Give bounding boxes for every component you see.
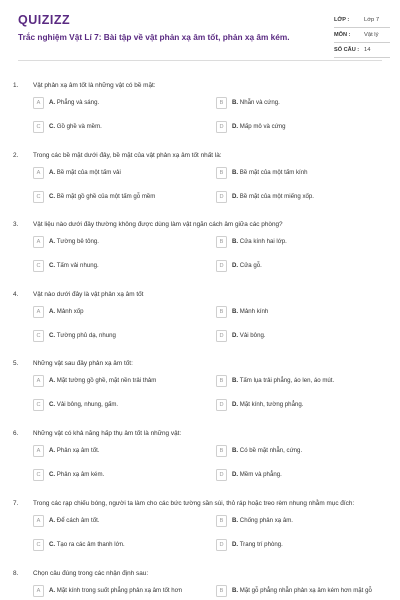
option-letter-box: D [216,191,227,203]
option-text [49,332,204,340]
meta-class-label: LỚP : [334,17,350,23]
question-text: Chọn câu đúng trong các nhận định sau: [33,570,149,577]
option-d[interactable] [216,539,386,554]
option-body: Bề mặt của một miếng xốp. [239,193,314,200]
option-prefix: D. [232,262,239,269]
option-text [49,262,204,270]
option-body: Phản xạ âm tốt. [56,447,100,454]
option-prefix: A. [49,517,56,524]
option-prefix: B. [232,587,239,594]
option-prefix: D. [232,123,239,130]
option-body: Tạo ra các âm thanh lớn. [56,541,125,548]
option-body: Phẳng và sáng. [56,99,100,106]
question-5 [0,358,400,422]
option-b[interactable] [216,515,386,530]
option-text [232,99,387,107]
option-d[interactable] [216,260,386,275]
option-a[interactable] [33,375,203,390]
option-a[interactable] [33,167,203,182]
option-body: Tấm lụa trải phẳng, áo len, áo mút. [239,377,335,384]
option-letter-box: B [216,167,227,179]
option-text [232,377,387,385]
option-letter-box: A [33,585,44,597]
option-prefix: A. [49,377,56,384]
option-prefix: B. [232,447,239,454]
meta-class [334,14,390,28]
option-letter-box: D [216,260,227,272]
option-text [49,401,204,409]
option-letter-box: C [33,330,44,342]
option-prefix: B. [232,238,239,245]
option-text [49,541,204,549]
option-body: Chống phản xạ âm. [239,517,293,524]
option-letter-box: D [216,539,227,551]
question-text: Vật phản xạ âm tốt là những vật có bề mặt: [33,82,156,89]
option-a[interactable] [33,306,203,321]
option-text [232,401,387,409]
question-3 [0,219,400,283]
option-letter-box: A [33,167,44,179]
option-letter-box: B [216,236,227,248]
option-text [49,99,204,107]
option-text [232,193,387,201]
option-body: Mềm và phẳng. [239,471,282,478]
meta-subject-label: MÔN : [334,32,351,38]
option-text [232,332,387,340]
option-prefix: C. [49,471,56,478]
option-text [49,169,204,177]
option-prefix: B. [232,308,239,315]
option-a[interactable] [33,97,203,112]
option-letter-box: A [33,236,44,248]
option-prefix: D. [232,401,239,408]
option-letter-box: A [33,445,44,457]
worksheet-header [0,0,400,68]
option-letter-box: C [33,191,44,203]
option-prefix: C. [49,262,56,269]
option-letter-box: B [216,306,227,318]
option-a[interactable] [33,445,203,460]
option-letter-box: C [33,399,44,411]
option-letter-box: A [33,306,44,318]
option-text [49,123,204,131]
option-body: Bề mặt của một tấm vải [56,169,121,176]
option-prefix: D. [232,193,239,200]
option-letter-box: B [216,97,227,109]
option-d[interactable] [216,330,386,345]
option-letter-box: C [33,260,44,272]
question-6 [0,428,400,492]
question-number: 1. [13,82,19,89]
option-body: Mảnh xốp [56,308,84,315]
option-text [232,471,387,479]
option-text [49,308,204,316]
option-prefix: C. [49,401,56,408]
option-c[interactable] [33,121,203,136]
option-prefix: C. [49,123,56,130]
option-body: Mặt kính, tường phẳng. [239,401,304,408]
option-letter-box: A [33,97,44,109]
option-d[interactable] [216,469,386,484]
question-text: Trong các bề mặt dưới đây, bề mặt của vật phản xạ âm tốt nhất là: [33,152,222,159]
option-prefix: A. [49,238,56,245]
option-letter-box: D [216,399,227,411]
meta-divider [334,27,390,28]
option-body: Tường phủ dạ, nhung [56,332,116,339]
meta-count-label: SỐ CÂU : [334,47,360,53]
quizizz-logo: QUIZIZZ [18,13,71,27]
option-text [232,447,387,455]
option-b[interactable] [216,445,386,460]
option-text [49,447,204,455]
option-a[interactable] [33,236,203,251]
option-d[interactable] [216,399,386,414]
option-body: Nhẵn và cứng. [239,99,280,106]
option-b[interactable] [216,375,386,390]
option-text [49,517,204,525]
option-text [49,193,204,201]
option-text [232,262,387,270]
option-body: Mảnh kính [239,308,269,315]
option-body: Mặt tường gồ ghề, mặt nền trải thảm [56,377,157,384]
option-c[interactable] [33,260,203,275]
option-prefix: C. [49,332,56,339]
option-prefix: D. [232,471,239,478]
option-prefix: A. [49,587,56,594]
meta-subject-value: Vật lý [364,32,379,38]
question-8 [0,568,400,600]
question-text: Trong các rạp chiếu bóng, người ta làm cho các bức tường sần sùi, thỏ ráp hoặc treo rèm nhung nhằm mục đích: [33,500,355,507]
option-text [49,471,204,479]
option-body: Bề mặt gồ ghề của một tấm gỗ mềm [56,193,156,200]
option-letter-box: B [216,445,227,457]
question-2 [0,150,400,214]
option-d[interactable] [216,191,386,206]
option-text [232,123,387,131]
option-letter-box: A [33,515,44,527]
meta-count-value: 14 [364,47,371,53]
question-number: 5. [13,360,19,367]
option-body: Trang trí phòng. [239,541,283,548]
option-body: Mặt kính trong suốt phẳng phản xạ âm tốt hơn [56,587,183,594]
option-text [232,308,387,316]
meta-count [334,44,390,58]
meta-divider [334,57,390,58]
option-letter-box: D [216,469,227,481]
option-prefix: A. [49,99,56,106]
option-letter-box: B [216,515,227,527]
option-a[interactable] [33,515,203,530]
option-letter-box: B [216,585,227,597]
option-prefix: B. [232,169,239,176]
option-c[interactable] [33,191,203,206]
option-letter-box: C [33,121,44,133]
option-prefix: D. [232,332,239,339]
header-divider [18,60,382,61]
option-prefix: C. [49,193,56,200]
option-body: Tấm vải nhung. [56,262,99,269]
option-body: Phản xạ âm kém. [56,471,105,478]
option-prefix: A. [49,447,56,454]
meta-divider [334,42,390,43]
option-body: Gồ ghề và mềm. [56,123,102,130]
option-prefix: B. [232,377,239,384]
meta-subject [334,29,390,43]
option-c[interactable] [33,399,203,414]
question-text: Vật liệu nào dưới đây thường không được dùng làm vật ngăn cách âm giữa các phòng? [33,221,283,228]
option-letter-box: C [33,469,44,481]
option-text [49,238,204,246]
option-d[interactable] [216,121,386,136]
option-b[interactable] [216,167,386,182]
worksheet-title: Trắc nghiệm Vật Lí 7: Bài tập về vật phản xạ âm tốt, phản xạ âm kém. [18,32,290,42]
question-number: 8. [13,570,19,577]
question-text: Những vật có khả năng hấp thụ âm tốt là những vật: [33,430,182,437]
option-text [232,169,387,177]
option-b[interactable] [216,236,386,251]
option-text [232,517,387,525]
option-body: Vải bông. [239,332,266,339]
option-letter-box: B [216,375,227,387]
option-body: Mấp mô và cứng [239,123,286,130]
question-text: Vật nào dưới đây là vật phản xạ âm tốt [33,291,144,298]
question-number: 6. [13,430,19,437]
option-text [232,238,387,246]
option-letter-box: C [33,539,44,551]
option-body: Mặt gỗ phẳng nhẵn phản xạ âm kém hơn mặt gỗ [239,587,372,594]
option-body: Cửa gỗ. [239,262,262,269]
question-1 [0,80,400,144]
option-c[interactable] [33,539,203,554]
option-body: Có bề mặt nhẵn, cứng. [239,447,303,454]
option-body: Bề mặt của một tấm kính [239,169,308,176]
option-body: Để cách âm tốt. [56,517,100,524]
option-text [232,541,387,549]
option-b[interactable] [216,306,386,321]
option-body: Cửa kính hai lớp. [239,238,287,245]
question-number: 3. [13,221,19,228]
option-letter-box: D [216,330,227,342]
option-c[interactable] [33,330,203,345]
question-number: 4. [13,291,19,298]
question-4 [0,289,400,353]
option-text [49,587,204,595]
option-b[interactable] [216,585,386,600]
option-body: Vải bông, nhung, gấm. [56,401,119,408]
option-letter-box: A [33,375,44,387]
option-text [232,587,387,595]
option-prefix: A. [49,169,56,176]
question-number: 2. [13,152,19,159]
option-prefix: C. [49,541,56,548]
option-letter-box: D [216,121,227,133]
option-a[interactable] [33,585,203,600]
option-c[interactable] [33,469,203,484]
option-prefix: A. [49,308,56,315]
option-b[interactable] [216,97,386,112]
meta-class-value: Lớp 7 [364,17,380,23]
question-text: Những vật sau đây phản xạ âm tốt: [33,360,133,367]
question-number: 7. [13,500,19,507]
option-text [49,377,204,385]
option-prefix: D. [232,541,239,548]
option-prefix: B. [232,99,239,106]
option-body: Tường bê tông. [56,238,99,245]
question-7 [0,498,400,562]
option-prefix: B. [232,517,239,524]
